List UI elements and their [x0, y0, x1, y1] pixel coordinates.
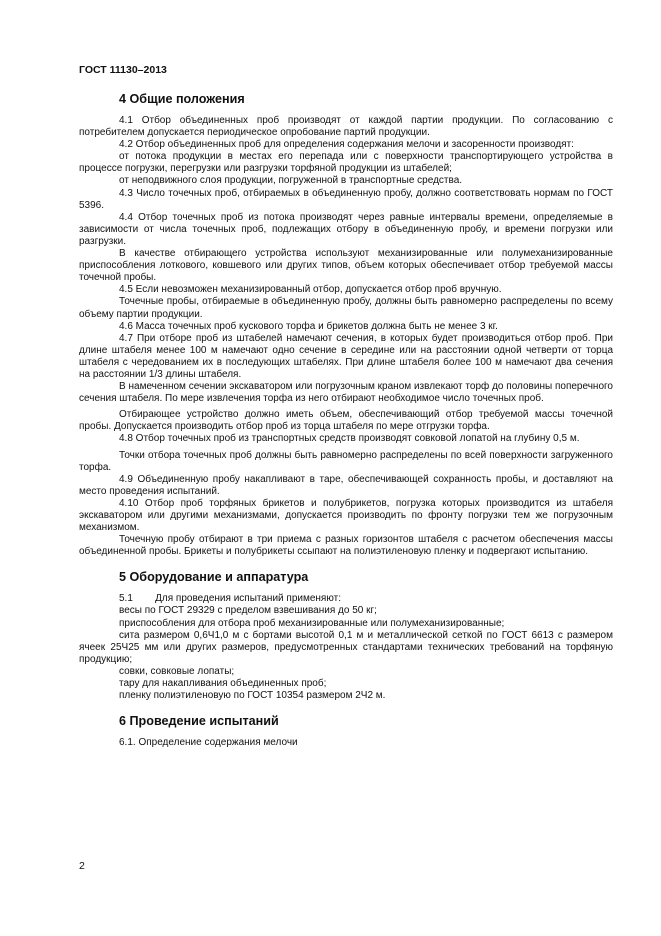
paragraph-4-10: 4.10 Отбор проб торфяных брикетов и полубрикетов, погрузка которых производится из штабеля экскаватором или другими механизмами, допускается производить по фронту погрузки тем же погрузочным механизмом. [79, 497, 613, 534]
document-code-header: ГОСТ 11130–2013 [79, 64, 167, 76]
paragraph-4-10-a: Точечную пробу отбирают в три приема с разных горизонтов штабеля с расчетом обеспечения массы объединенной пробы. Брикеты и полубрикеты ссыпают на полиэтиленовую пленку и подвергают испытанию. [79, 534, 613, 558]
document-body [79, 88, 613, 749]
paragraph-4-2-b: от неподвижного слоя продукции, погруженной в транспортные средства. [119, 175, 463, 187]
equipment-item-film: пленку полиэтиленовую по ГОСТ 10354 размером 2Ч2 м. [119, 690, 386, 702]
equipment-item-scoops: совки, совковые лопаты; [119, 665, 235, 677]
paragraph-4-7-a: В намеченном сечении экскаватором или погрузочным краном извлекают торф до половины поперечного сечения штабеля. По мере извлечения торфа из него отбирают необходимое число точечных проб. [79, 381, 613, 405]
paragraph-4-2-a: от потока продукции в местах его перепада или с поверхности транспортирующего устройства в процессе погрузки, перегрузки или разгрузки торфяной продукции из штабелей; [79, 151, 613, 175]
equipment-item-scales: весы по ГОСТ 29329 с пределом взвешивания до 50 кг; [119, 605, 377, 617]
equipment-item-sieves: сита размером 0,6Ч1,0 м с бортами высотой 0,1 м и металлической сеткой по ГОСТ 6613 с размером ячеек 25Ч25 мм или других размеров, предусмотренных стандартами технических требований на торфяную продукцию; [79, 629, 613, 665]
equipment-item-containers: тару для накапливания объединенных проб; [119, 678, 327, 690]
paragraph-4-9: 4.9 Объединенную пробу накапливают в таре, обеспечивающей сохранность пробы, и доставляют на место проведения испытаний. [79, 473, 613, 497]
section-5-title: 5 Оборудование и аппаратура [119, 570, 309, 585]
paragraph-4-7-b: Отбирающее устройство должно иметь объем, обеспечивающий отбор требуемой массы точечной пробы. Допускается производить отбор проб из торца штабеля по мере отгрузки торфа. [79, 409, 613, 433]
paragraph-4-4-a: В качестве отбирающего устройства используют механизированные или полумеханизированные приспособления лоткового, ковшевого или других типов, объем которых обеспечивает отбор требуемой массы точечной пробы. [79, 248, 613, 284]
paragraph-4-8-a: Точки отбора точечных проб должны быть равномерно распределены по всей поверхности загруженного торфа. [79, 449, 613, 473]
paragraph-4-6: 4.6 Масса точечных проб кускового торфа и брикетов должна быть не менее 3 кг. [119, 320, 498, 332]
paragraph-4-4: 4.4 Отбор точечных проб из потока производят через равные интервалы времени, определяемые в зависимости от числа точечных проб, подлежащих отбору в объединенную пробу, и времени погрузки или разгрузки. [79, 211, 613, 247]
paragraph-6-1: 6.1. Определение содержания мелочи [119, 737, 298, 749]
equipment-item-sampling-devices: приспособления для отбора проб механизированные или полумеханизированные; [119, 617, 505, 629]
page-number: 2 [79, 860, 85, 872]
paragraph-4-8: 4.8 Отбор точечных проб из транспортных средств производят совковой лопатой на глубину 0,5 м. [119, 433, 580, 445]
paragraph-4-5: 4.5 Если невозможен механизированный отбор, допускается отбор проб вручную. [119, 284, 502, 296]
paragraph-4-2: 4.2 Отбор объединенных проб для определения содержания мелочи и засоренности производят: [119, 139, 574, 151]
section-4-title: 4 Общие положения [119, 92, 245, 106]
paragraph-4-7: 4.7 При отборе проб из штабелей намечают сечения, в которых будет производиться отбор проб. При длине штабеля менее 100 м намечают одно сечение в середине или на расстоянии одной четверти от торца штабеля с чередованием их в последующих штабелях. При длине штабеля более 100 м намечают два сечения на расстоянии 1/3 длины штабеля. [79, 332, 613, 380]
paragraph-5-1: 5.1 Для проведения испытаний применяют: [119, 593, 341, 605]
section-6-title: 6 Проведение испытаний [119, 714, 279, 729]
paragraph-4-1: 4.1 Отбор объединенных проб производят от каждой партии продукции. По согласованию с потребителем допускается периодическое опробование партий продукции. [79, 115, 613, 139]
paragraph-4-5-a: Точечные пробы, отбираемые в объединенную пробу, должны быть равномерно распределены по всему объему партии продукции. [79, 296, 613, 320]
paragraph-4-3: 4.3 Число точечных проб, отбираемых в объединенную пробу, должно соответствовать нормам по ГОСТ 5396. [79, 187, 613, 211]
